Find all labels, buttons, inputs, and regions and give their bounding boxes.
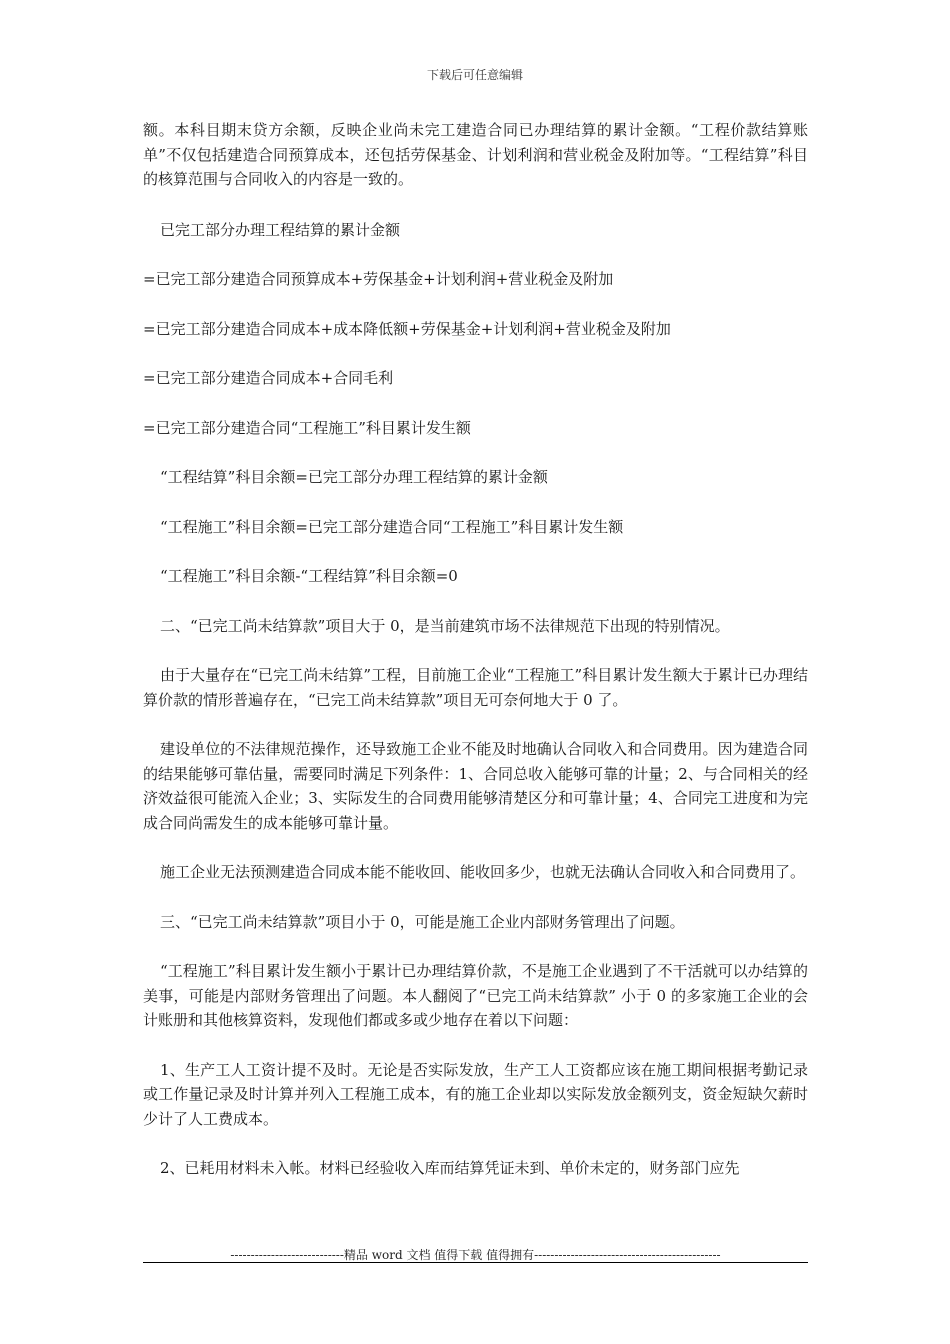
formula-line: =已完工部分建造合同成本+合同毛利 — [143, 369, 394, 387]
formula-line: =已完工部分建造合同“工程施工”科目累计发生额 — [143, 418, 471, 437]
paragraph: 由于大量存在“已完工尚未结算”工程，目前施工企业“工程施工”科目累计发生额大于累计已办理结算价款的情形普遍存在，“已完工尚未结算款”项目无可奈何地大于 0 了。 — [143, 666, 808, 709]
paragraph: “工程施工”科目累计发生额小于累计已办理结算价款，不是施工企业遇到了不干活就可以办结算的美事，可能是内部财务管理出了问题。本人翻阅了“已完工尚未结算款” 小于 0 的多家施工企业的会计账册和其他核算资料，发现他们都或多或少地存在着以下问题： — [143, 962, 808, 1029]
section-heading: 二、“已完工尚未结算款”项目大于 0，是当前建筑市场不法律规范下出现的特别情况。 — [160, 616, 730, 635]
list-item: 2、已耗用材料未入帐。材料已经验收入库而结算凭证未到、单价未定的，财务部门应先 — [160, 1159, 740, 1177]
paragraph: 额。本科目期末贷方余额，反映企业尚未完工建造合同已办理结算的累计金额。“工程价款结算账单”不仅包括建造合同预算成本，还包括劳保基金、计划利润和营业税金及附加等。“工程结算”科目的核算范围与合同收入的内容是一致的。 — [143, 121, 808, 188]
page-header: 下载后可任意编辑 — [426, 68, 523, 82]
list-item: 1、生产工人工资计提不及时。无论是否实际发放，生产工人工资都应该在施工期间根据考勤记录或工作量记录及时计算并列入工程施工成本，有的施工企业却以实际发放金额列支，资金短缺欠薪时少计了人工费成本。 — [143, 1060, 808, 1128]
paragraph: 已完工部分办理工程结算的累计金额 — [160, 220, 401, 239]
footer-divider — [143, 1262, 808, 1263]
document-body — [143, 118, 808, 1206]
formula-line: =已完工部分建造合同预算成本+劳保基金+计划利润+营业税金及附加 — [143, 270, 614, 288]
formula-line: “工程施工”科目余额=已完工部分建造合同“工程施工”科目累计发生额 — [160, 517, 624, 536]
section-heading: 三、“已完工尚未结算款”项目小于 0，可能是施工企业内部财务管理出了问题。 — [160, 912, 685, 931]
formula-line: “工程施工”科目余额-“工程结算”科目余额=0 — [160, 567, 458, 585]
formula-line: “工程结算”科目余额=已完工部分办理工程结算的累计金额 — [160, 468, 548, 486]
paragraph: 建设单位的不法律规范操作，还导致施工企业不能及时地确认合同收入和合同费用。因为建造合同的结果能够可靠估量，需要同时满足下列条件：1、合同总收入能够可靠的计量；2、与合同相关的经济效益很可能流入企业；3、实际发生的合同费用能够清楚区分和可靠计量；4、合同完工进度和为完成合同尚需发生的成本能够可靠计量。 — [143, 740, 808, 832]
page-footer: ----------------------------精品 word 文档 值得下载 值得拥有---------------------------------------------- — [230, 1248, 721, 1262]
paragraph: 施工企业无法预测建造合同成本能不能收回、能收回多少，也就无法确认合同收入和合同费用了。 — [160, 863, 806, 881]
formula-line: =已完工部分建造合同成本+成本降低额+劳保基金+计划利润+营业税金及附加 — [143, 319, 671, 338]
